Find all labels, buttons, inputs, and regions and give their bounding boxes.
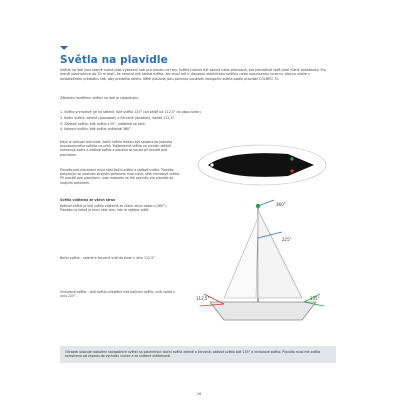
list-intro: Základní rozdělení světel na lodi je následující: (60, 96, 140, 100)
hull-shape (210, 302, 316, 320)
sailboat-lights-figure (184, 198, 334, 338)
page-title: Světla na plavidle (60, 54, 168, 66)
list-item: 4. Kotevní světlo: bílé světlo viditelné 360°. (60, 127, 132, 132)
boxed-text-2: Vrcholové světlo – bílé světlo umístěné nad bočními světly, svítí vpřed v úhlu 225°. (60, 290, 176, 299)
title-marker (60, 46, 68, 50)
boxed-text-1: Boční světla – zelené a červené svítí do stran v úhlu 112,5°. (60, 256, 156, 260)
angle-label-low2: 135° (310, 296, 320, 301)
figure-caption-box: Obrázek ukazuje rozložení navigačních světel na plachetnici: boční světla zelené a červené, záďové světlo bílé 135° a vrcholové světlo. Plavidlo musí mít světla rozsvícena od západu do východu slunce a za snížené viditelnosti. (60, 346, 336, 363)
stern-light-dot (210, 163, 213, 166)
section-heading: Světla viditelná ze všech stran (60, 198, 116, 202)
boat-hull-shape (208, 153, 314, 177)
page-number: 26 (197, 392, 202, 396)
list-item: 2. Boční světla: zelené (pravobok) a červené (levobok), každé 112,5°. (60, 115, 176, 120)
intro-paragraph: Světla na lodi jsou stejně nutná jako vybavení lodi pro plavbu za tmy. Světla mohou být pevná nebo přenosná, pro jednotlivé lodě platí různé požadavky. Pro menší plachetnice do 20 m platí, že nemusí mít žádná světla, ale musí mít k dispozici elektrickou svítilnu nebo rozsvícenou lucernu, kterou ukáže v dostatečném předstihu tak, aby předešla střetu. Větší plavidla jsou povinna používat navigační světla podle pravidel COLREG 72. (60, 68, 326, 81)
list-item: 1. Světlo vrcholové (je na stěžni): bílé světlo 225° (od přídě na 112,5° do obou stran). (60, 110, 202, 114)
angle-label-low: 112,5° (196, 296, 210, 301)
boat-topview-figure (188, 140, 336, 190)
masthead-sector (258, 200, 274, 206)
column-text-1: Když je velikost lodi malá, boční světla mohou být spojena do jednoho dvoubarevného svítidla na přídi. Trojbarevné světlo na vrcholu stěžně nahrazuje boční a záďové světlo a používá se pouze při plavbě pod plachtami. (60, 140, 173, 157)
angle-label-mid: 225° (282, 237, 292, 242)
light-list (60, 110, 332, 133)
masthead-light-dot (256, 204, 260, 208)
list-item: 3. Záďové světlo: bílé světlo 135°, viditelné ze zádi. (60, 121, 146, 126)
column-text-3: Kotevní světlo je bílé světlo viditelné ze všech stran obzoru (360°). Plavidlo na kotvě je musí nést tam, kde je nejlépe vidět. (60, 204, 167, 213)
mainsail-shape (258, 210, 302, 298)
port-light-dot (290, 169, 293, 172)
jib-shape (224, 218, 258, 298)
starboard-light-dot (290, 157, 293, 160)
angle-label-top: 360° (276, 202, 286, 207)
column-text-2: Plavidlo pod plachtami musí nést boční světla a záďové světlo. Plavidlo pohybující se vlastním strojním pohonem musí navíc nést vrcholové světlo. Při plavbě pod plachtami i pod motorem se řídí pravidly pro plavidlo se strojním pohonem. (60, 168, 180, 185)
